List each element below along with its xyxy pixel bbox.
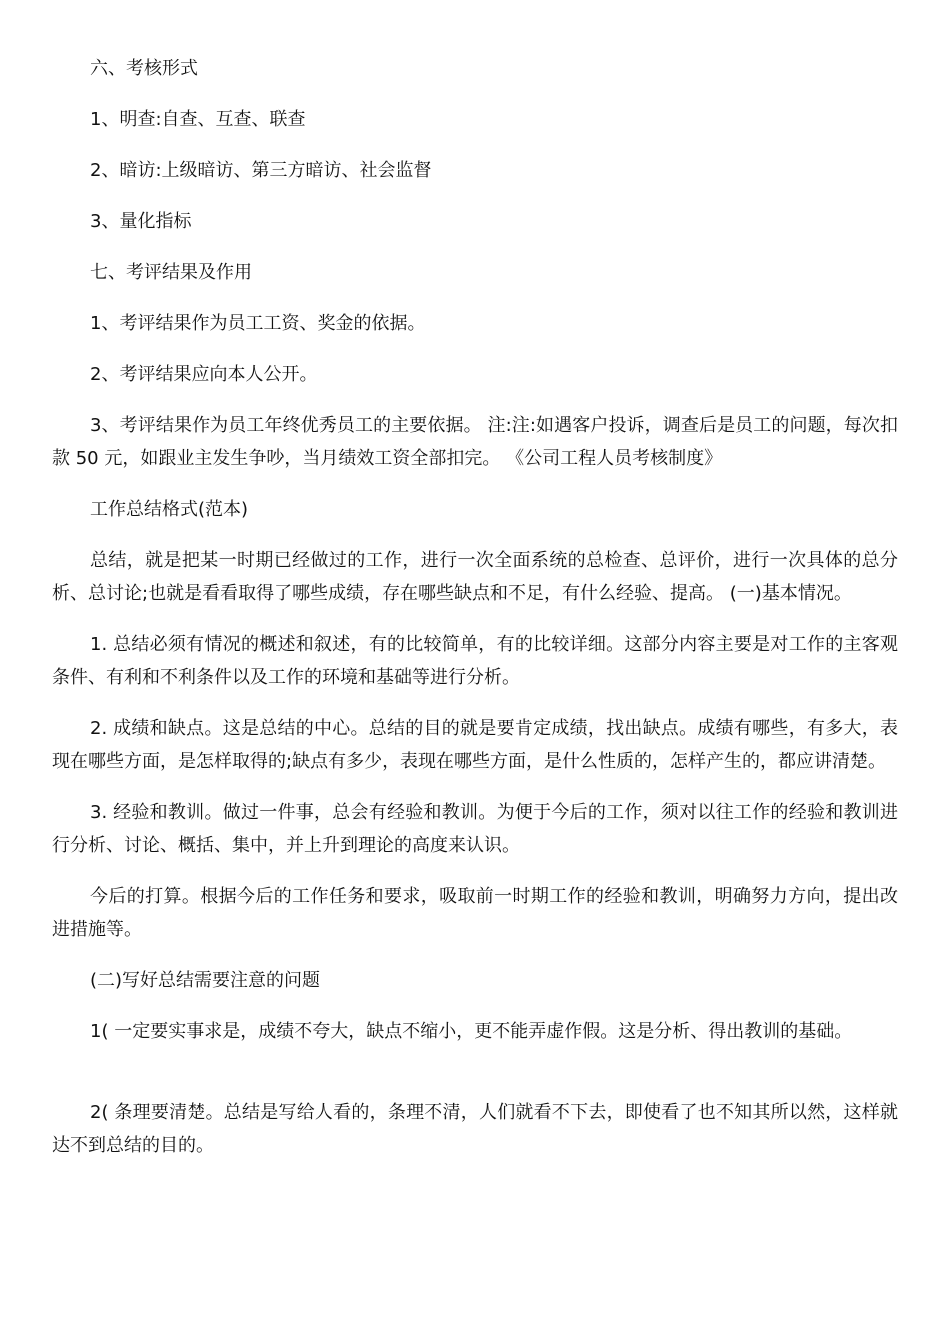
list-item-open-inspection: 1、明查:自查、互查、联查 [90, 109, 306, 130]
summary-point-overview: 1. 总结必须有情况的概述和叙述，有的比较简单，有的比较详细。这部分内容主要是对工作的主客观条件、有利和不利条件以及工作的环境和基础等进行分析。 [52, 634, 898, 688]
note-item-clear-structure: 2( 条理要清楚。总结是写给人看的，条理不清，人们就看不下去，即使看了也不知其所以然，这样就达不到总结的目的。 [52, 1102, 898, 1156]
summary-point-achievements: 2. 成绩和缺点。这是总结的中心。总结的目的就是要肯定成绩，找出缺点。成绩有哪些，有多大，表现在哪些方面，是怎样取得的;缺点有多少，表现在哪些方面，是什么性质的，怎样产生的，都应讲清楚。 [52, 718, 898, 772]
summary-point-plans: 今后的打算。根据今后的工作任务和要求，吸取前一时期工作的经验和教训，明确努力方向，提出改进措施等。 [52, 886, 898, 940]
summary-definition-paragraph: 总结，就是把某一时期已经做过的工作，进行一次全面系统的总检查、总评价，进行一次具体的总分析、总讨论;也就是看看取得了哪些成绩，存在哪些缺点和不足，有什么经验、提高。 (一)基本情况。 [52, 550, 898, 604]
section-heading-assessment-form: 六、考核形式 [90, 58, 198, 79]
section-heading-results: 七、考评结果及作用 [90, 262, 252, 283]
list-item-results-annual: 3、考评结果作为员工年终优秀员工的主要依据。 注:注:如遇客户投诉，调查后是员工的问题，每次扣款 50 元，如跟业主发生争吵，当月绩效工资全部扣完。 《公司工程人员考核制度》 [52, 415, 898, 469]
note-item-truthful: 1( 一定要实事求是，成绩不夸大，缺点不缩小，更不能弄虚作假。这是分析、得出教训的基础。 [90, 1021, 853, 1042]
list-item-results-public: 2、考评结果应向本人公开。 [90, 364, 318, 385]
document-page [52, 52, 898, 1162]
summary-point-lessons: 3. 经验和教训。做过一件事，总会有经验和教训。为便于今后的工作，须对以往工作的经验和教训进行分析、讨论、概括、集中，并上升到理论的高度来认识。 [52, 802, 898, 856]
list-item-results-salary: 1、考评结果作为员工工资、奖金的依据。 [90, 313, 426, 334]
document-subtitle: 工作总结格式(范本) [90, 499, 249, 520]
list-item-quantitative-indicators: 3、量化指标 [90, 211, 192, 232]
list-item-covert-inspection: 2、暗访:上级暗访、第三方暗访、社会监督 [90, 160, 432, 181]
section-heading-notes: (二)写好总结需要注意的问题 [90, 970, 321, 991]
